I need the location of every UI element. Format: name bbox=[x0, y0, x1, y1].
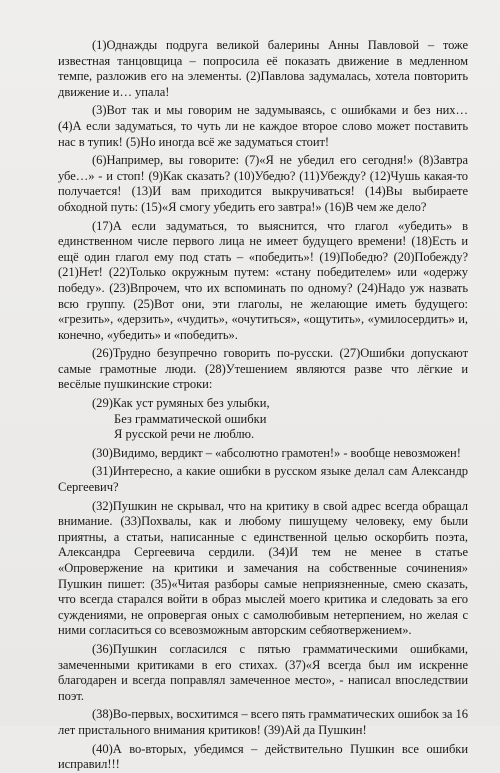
poem-line-1: (29)Как уст румяных без улыбки, bbox=[92, 396, 270, 411]
poem-quote bbox=[58, 396, 468, 443]
paragraph-7: (31)Интересно, а какие ошибки в русском языке делал сам Александр Сергеевич? bbox=[58, 464, 468, 495]
paragraph-1: (1)Однажды подруга великой балерины Анны Павловой – тоже известная танцовщица – попросила её показать движение в медленном темпе, разложив его на элементы. (2)Павлова задумалась, хотела повторить движение и… упала! bbox=[58, 38, 468, 99]
poem-line-2: Без грамматической ошибки bbox=[114, 411, 267, 426]
paragraph-10: (38)Во-первых, восхитимся – всего пять грамматических ошибок за 16 лет пристального внимания критиков! (39)Ай да Пушкин! bbox=[58, 707, 468, 737]
poem-line-3: Я русской речи не люблю. bbox=[114, 427, 255, 442]
paragraph-6: (30)Видимо, вердикт – «абсолютно грамотен!» - вообще невозможен! bbox=[92, 445, 461, 460]
paragraph-9: (36)Пушкин согласился с пятью грамматическими ошибками, замеченными критиками в его стихах. (37)«Я всегда был им искренне благодарен и всегда поправлял замеченное место», - написал впоследствии поэт. bbox=[58, 641, 468, 703]
paragraph-11: (40)А во-вторых, убедимся – действительно Пушкин все ошибки исправил!!! bbox=[58, 741, 468, 772]
paragraph-5: (26)Трудно безупречно говорить по-русски. (27)Ошибки допускают самые грамотные люди. (28)Утешением являются разве что лёгкие и весёлые пушкинские строки: bbox=[58, 346, 468, 392]
paragraph-2: (3)Вот так и мы говорим не задумываясь, с ошибками и без них… (4)А если задуматься, то чуть ли не каждое второе слово может поставить нас в тупик! (5)Но иногда всё же задуматься стоит! bbox=[58, 103, 468, 149]
paragraph-3: (6)Например, вы говорите: (7)«Я не убедил его сегодня!» (8)Завтра убе…» - и стоп! (9)Как сказать? (10)Убедю? (11)Убежду? (12)Чушь какая-то получается! (13)И вам приходится выкручиваться! (14)Вы выбираете обходной путь: (15)«Я смогу убедить его завтра!» (16)В чем же дело? bbox=[58, 153, 468, 214]
paragraph-8: (32)Пушкин не скрывал, что на критику в свой адрес всегда обращал внимание. (33)Похвалы, как и любому пишущему человеку, ему были приятны, а статьи, написанные с единственной целью оскорбить поэта, Александра Сергеевича сердили. (34)И тем не менее в статье «Опровержение на критики и замечания на собственные сочинения» Пушкин пишет: (35)«Читая разборы самые неприязненные, смею сказать, что всегда старался войти в образ мыслей моего критика и следовать за его суждениями, не опровергая оных с самолюбивым нетерпением, но желая с ними согласиться со всевозможным авторским себяотвержением». bbox=[58, 498, 468, 638]
paragraph-4: (17)А если задуматься, то выяснится, что глагол «убедить» в единственном числе первого лица не имеет будущего времени! (18)Есть и ещё один глагол ему под стать – «победить»! (19)Победю? (20)Побежду? (21)Нет! (22)Только окружным путем: «стану победителем» или «одержу победу». (23)Впрочем, что их вспоминать по одному? (24)Надо уж назвать всю группу. (25)Вот они, эти глаголы, не желающие иметь будущего: «грезить», «дерзить», «чудить», «очутиться», «ощутить», «умилосердить» и, конечно, «убедить» и «победить». bbox=[58, 218, 468, 342]
